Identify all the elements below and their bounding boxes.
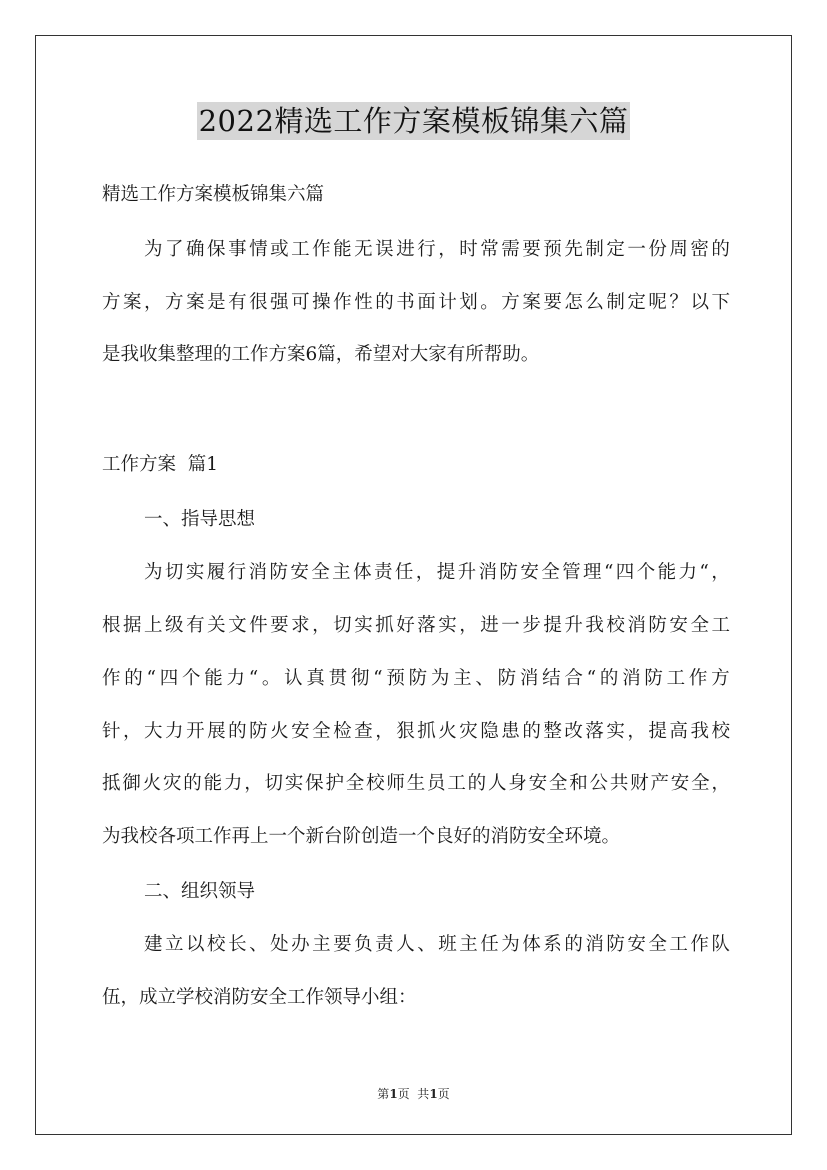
intro-line-3: 是我收集整理的工作方案6篇，希望对大家有所帮助。 — [102, 344, 540, 365]
section-heading: 工作方案 篇1 — [102, 454, 219, 475]
footer-page-number: 1 — [389, 1087, 398, 1101]
para1-line-4: 针 ， 大 力 开 展 的 防 火 安 全 检 查 ， 狠 抓 火 灾 隐 患 的 整 改 落 实 ， 提 高 我 校 — [102, 721, 730, 742]
document-subtitle: 精选工作方案模板锦集六篇 — [102, 184, 325, 205]
para1-line-3: 作 的 “ 四 个 能 力 “ 。 认 真 贯 彻 “ 预 防 为 主 、 防 消 结 合 “ 的 消 防 工 作 方 — [102, 668, 730, 689]
footer-suffix: 页 — [437, 1087, 450, 1101]
footer-page-total: 1 — [429, 1087, 438, 1101]
para1-line-1: 为 切 实 履 行 消 防 安 全 主 体 责 任 ， 提 升 消 防 安 全 管 理 “ 四 个 能 力 “ ， — [144, 562, 730, 583]
footer-mid: 页 共 — [397, 1087, 430, 1101]
document-title-wrap — [0, 102, 827, 140]
para1-line-6: 为我校各项工作再上一个新台阶创造一个良好的消防安全环境。 — [102, 826, 621, 847]
page-footer — [0, 1085, 827, 1102]
intro-line-1: 为 了 确 保 事 情 或 工 作 能 无 误 进 行 ， 时 常 需 要 预 先 制 定 一 份 周 密 的 — [144, 239, 730, 260]
para2-line-2: 伍，成立学校消防安全工作领导小组： — [102, 987, 417, 1008]
intro-line-2: 方 案 ， 方 案 是 有 很 强 可 操 作 性 的 书 面 计 划 。 方 案 要 怎 么 制 定 呢 ？ 以 下 — [102, 292, 730, 313]
heading-guiding-idea: 一、指导思想 — [144, 509, 256, 530]
para1-line-5: 抵 御 火 灾 的 能 力 ， 切 实 保 护 全 校 师 生 员 工 的 人 身 安 全 和 公 共 财 产 安 全 ， — [102, 773, 730, 794]
footer-prefix: 第 — [377, 1087, 390, 1101]
heading-organization: 二、组织领导 — [144, 881, 256, 902]
document-title: 2022精选工作方案模板锦集六篇 — [198, 104, 629, 138]
para2-line-1: 建 立 以 校 长 、 处 办 主 要 负 责 人 、 班 主 任 为 体 系 的 消 防 安 全 工 作 队 — [144, 934, 730, 955]
para1-line-2: 根 据 上 级 有 关 文 件 要 求 ， 切 实 抓 好 落 实 ， 进 一 步 提 升 我 校 消 防 安 全 工 — [102, 615, 730, 636]
